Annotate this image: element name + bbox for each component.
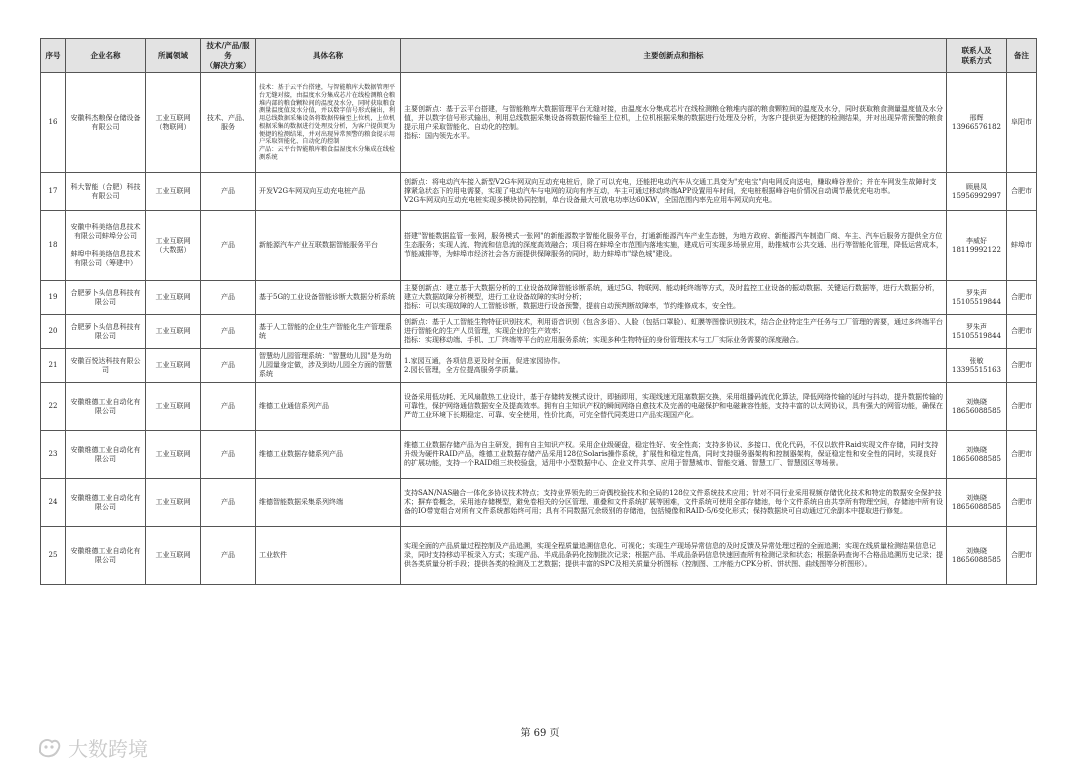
- table-body: [41, 73, 1037, 585]
- cell-field: 工业互联网: [146, 173, 201, 211]
- cell-no: 25: [41, 527, 66, 585]
- cell-specific-name: 新能源汽车产业互联数据智能服务平台: [256, 211, 401, 281]
- cell-type: 产品: [201, 315, 256, 349]
- cell-no: 17: [41, 173, 66, 211]
- table-row: [41, 527, 1037, 585]
- table-row: [41, 315, 1037, 349]
- cell-note: 合肥市: [1007, 315, 1037, 349]
- cell-specific-name: 基于人工智能的企业生产智能化生产管理系统: [256, 315, 401, 349]
- col-header-note: 备注: [1007, 39, 1037, 73]
- cell-specific-name: 技术：基于云平台搭建，与智能粮库大数据管理平台无缝对接，由温度水分集成芯片在线检测粮仓粮堆内部的粮食颗粒间的温度及水分，同时获取粮食测量温度值及水分值，并以数字信号形式输出，利用总线数据采集设备将数据传输至上位机，上位机根据采集的数据进行处理及分析，为客户提供更为便捷的检测结果，并对出现异常预警的粮食提示用户采取智能化、自动化的控制 产品：云平台智能粮库粮食温湿度水分集成在线检测系统: [256, 73, 401, 173]
- col-header-field: 所属领域: [146, 39, 201, 73]
- col-header-no: 序号: [41, 39, 66, 73]
- col-header-contact: 联系人及 联系方式: [947, 39, 1007, 73]
- cell-type: 产品: [201, 173, 256, 211]
- cell-type: 产品: [201, 479, 256, 527]
- cell-specific-name: 维德工业通信系列产品: [256, 383, 401, 431]
- cell-innovation: 创新点：将电动汽车接入新型V2G车网双向互动充电桩后，除了可以充电，还能把电动汽车从交通工具变为"充电宝"向电网反向送电，赚取峰谷差价；并在车网发生故障时支撑紧急状态下的用电需要，实现了电动汽车与电网的双向有序互动，车主可通过移动终端APP设置用车时间，充电桩根据峰谷电价情况自动调节最优充电功率。 V2G车网双向互动充电桩实现多模块协同控制，单台设备最大可放电功率达60KW，全国范围内率先应用车网双向充电。: [401, 173, 947, 211]
- cell-innovation: 维德工业数据存储产品为自主研发，拥有自主知识产权。采用企业级硬盘，稳定性好、安全性高；支持多协议、多接口、优化代码，不仅以软件Raid实现文件存储，同时支持升级为硬件RAID产品，维德工业数据存储产品采用128位Solaris操作系统，扩展性和稳定性高，同时支持服务器架构和控制器架构，保证稳定性和安全性的同时，实现良好的扩展功能，支持一个RAID组三块校验盘，适用中小型数据中心、企业文件共享、应用于智慧城市、智能交通、智慧工厂、智慧园区等场景。: [401, 431, 947, 479]
- cell-innovation: 主要创新点：建立基于大数据分析的工业设备故障智能诊断系统，通过5G、物联网、能动耗终端等方式，及时监控工业设备的振动数据、关键运行数据等，进行大数据分析，建立大数据故障分析模型，进行工业设备故障的实时分析； 指标：可以实现故障的人工智能诊断，数据进行设备预警，提前自动预判断故障率，节约维修成本，安全性。: [401, 281, 947, 315]
- cell-contact: 张敏 13395515163: [947, 349, 1007, 383]
- cell-specific-name: 基于5G的工业设备智能诊断大数据分析系统: [256, 281, 401, 315]
- cell-innovation: 主要创新点：基于云平台搭建，与智能粮库大数据管理平台无缝对接，由温度水分集成芯片在线检测粮仓粮堆内部的粮食颗粒间的温度及水分，同时获取粮食测量温度值及水分值，并以数字信号形式输出，利用总线数据采集设备将数据传输至上位机，上位机根据采集的数据进行处理及分析，为客户提供更为便捷的检测结果，并对出现异常预警的粮食提示用户采取智能化、自动化的控制。 指标：国内领先水平。: [401, 73, 947, 173]
- cell-company: 安徽维德工业自动化有限公司: [66, 383, 146, 431]
- cell-no: 22: [41, 383, 66, 431]
- cell-field: 工业互联网（大数据）: [146, 211, 201, 281]
- cell-company: 安徽维德工业自动化有限公司: [66, 479, 146, 527]
- cell-note: 阜阳市: [1007, 73, 1037, 173]
- cell-note: 合肥市: [1007, 431, 1037, 479]
- cell-field: 工业互联网: [146, 383, 201, 431]
- cell-field: 工业互联网: [146, 479, 201, 527]
- cell-innovation: 设备采用低功耗、无风扇散热工业设计，基于存储转发模式设计，即插即用，实现线速无阻塞数据交换，采用组播码流优化算法，降低网络传输的延时与抖动，提升数据传输的可靠性，保护网络通信数据安全及提高效率。拥有自主知识产权的瞬间网络自愈技术及完善的电磁保护和电磁兼容性能，支持丰富的以太网协议，具有强大的网管功能，确保在严苛工业环境下长期稳定、可靠、安全使用，性价比高，可完全替代同类进口产品实现国产化。: [401, 383, 947, 431]
- cell-field: 工业互联网: [146, 315, 201, 349]
- cell-contact: 刘焕晓 18656088585: [947, 431, 1007, 479]
- cell-type: 产品: [201, 383, 256, 431]
- cell-innovation: 实现全面的产品质量过程控制及产品追溯，实现全程质量追溯信息化、可视化；实现生产现场异常信息的及时反馈及异常处理过程的全面追溯；实现在线质量检测结果信息记录，同时支持移动平板录入方式；实现产品、半成品条码化按制批次记录；根据产品、半成品条码信息快速回查所有检测记录和状态；根据条码查询不合格品追溯历史记录；提供各类质量分析手段；提供各类的检测及工艺数据；提供丰富的SPC及相关质量分析图标（控制图、工序能力CPK分析、饼状图、曲线图等分析图形）。: [401, 527, 947, 585]
- cell-contact: 刘焕晓 18656088585: [947, 527, 1007, 585]
- cell-specific-name: 维德智能数据采集系列终端: [256, 479, 401, 527]
- cell-note: 蚌埠市: [1007, 211, 1037, 281]
- table-row: [41, 383, 1037, 431]
- cell-type: 产品: [201, 281, 256, 315]
- cell-contact: 刘焕晓 18656088585: [947, 479, 1007, 527]
- cell-type: 产品: [201, 349, 256, 383]
- watermark: [36, 733, 148, 762]
- col-header-innovation: 主要创新点和指标: [401, 39, 947, 73]
- cell-specific-name: 智慧幼儿园管理系统："智慧幼儿园"是为幼儿园量身定做，涉及到幼儿园全方面的智慧系统: [256, 349, 401, 383]
- cell-no: 19: [41, 281, 66, 315]
- col-header-type: 技术/产品/服务 （解决方案）: [201, 39, 256, 73]
- cell-no: 16: [41, 73, 66, 173]
- table-header-row: [41, 39, 1037, 73]
- enterprise-table: [40, 38, 1037, 585]
- watermark-text: 大数跨境: [68, 737, 148, 761]
- table-row: [41, 73, 1037, 173]
- cell-specific-name: 工业软件: [256, 527, 401, 585]
- cell-company: 安徽中科美络信息技术有限公司蚌埠分公司 蚌埠中科美络信息技术有限公司（筹建中）: [66, 211, 146, 281]
- table-row: [41, 431, 1037, 479]
- cell-company: 科大智能（合肥）科技有限公司: [66, 173, 146, 211]
- table-row: [41, 479, 1037, 527]
- col-header-company: 企业名称: [66, 39, 146, 73]
- cell-field: 工业互联网: [146, 527, 201, 585]
- cell-innovation: 1.家园互通，各项信息更及时全面，促进家园协作。 2.园长管理，全方位提高服务学质量。: [401, 349, 947, 383]
- table-row: [41, 211, 1037, 281]
- cell-field: 工业互联网: [146, 349, 201, 383]
- cell-note: 合肥市: [1007, 173, 1037, 211]
- cell-type: 产品: [201, 211, 256, 281]
- cell-innovation: 支持SAN/NAS融合一体化多协议技术特点；支持业界领先的三奇偶校验技术和全局的128位文件系统技术应用；针对不同行业采用视频存储优化技术和特定的数据安全保护技术；摒弃卷概念，采用池存储模型，避免卷相关的分区管理、重叠和文件系统扩展等困难，文件系统可使用全部存储池，每个文件系统自由共享所有物理空间，存储池中所有设备的IO带宽组合对所有文件系统都始终可用；具有不同数据冗余级别的存储池，包括镜像和RAID-5/6变化形式；保持数据块可自动通过冗余副本中提取进行修复。: [401, 479, 947, 527]
- cell-type: 产品: [201, 527, 256, 585]
- cell-contact: 邢辉 13966576182: [947, 73, 1007, 173]
- cell-contact: 顾晨凤 15956992997: [947, 173, 1007, 211]
- cell-specific-name: 开发V2G车网双向互动充电桩产品: [256, 173, 401, 211]
- cell-note: 合肥市: [1007, 349, 1037, 383]
- cell-company: 合肥萝卜头信息科技有限公司: [66, 315, 146, 349]
- cell-note: 合肥市: [1007, 479, 1037, 527]
- cell-no: 24: [41, 479, 66, 527]
- cell-company: 安徽维德工业自动化有限公司: [66, 527, 146, 585]
- col-header-name: 具体名称: [256, 39, 401, 73]
- cell-note: 合肥市: [1007, 527, 1037, 585]
- cell-contact: 李威好 18119992122: [947, 211, 1007, 281]
- cell-innovation: 创新点：基于人工智能生物特征识别技术，利用语音识别（包含多语）、人脸（包括口罩脸）、虹膜等图像识别技术，结合企业特定生产任务与工厂管理的需要，通过多终端平台进行智能化的生产人员管理，实现企业的生产效率； 指标：实现移动端、手机、工厂终端等平台的应用服务系统；实现多种生物特征的身份管理技术与工厂实际业务需要的深度融合。: [401, 315, 947, 349]
- cell-type: 技术、产品、服务: [201, 73, 256, 173]
- cell-no: 23: [41, 431, 66, 479]
- cell-company: 合肥萝卜头信息科技有限公司: [66, 281, 146, 315]
- cell-specific-name: 维德工业数据存储系列产品: [256, 431, 401, 479]
- cell-company: 安徽维德工业自动化有限公司: [66, 431, 146, 479]
- table-row: [41, 281, 1037, 315]
- cell-field: 工业互联网: [146, 281, 201, 315]
- cell-type: 产品: [201, 431, 256, 479]
- cell-note: 合肥市: [1007, 383, 1037, 431]
- cell-company: 安徽百悦达科技有限公司: [66, 349, 146, 383]
- cell-note: 合肥市: [1007, 281, 1037, 315]
- cell-company: 安徽科杰粮保仓储设备有限公司: [66, 73, 146, 173]
- cell-no: 18: [41, 211, 66, 281]
- cell-field: 工业互联网（物联网）: [146, 73, 201, 173]
- cell-innovation: 搭建"智能数据监管一张网，服务模式一张网"的新能源数字智能化服务平台，打通新能源汽车产业生态链，为地方政府、新能源汽车制造厂商、车主、汽车后服务方提供全方位生态服务；实现人流、物流和信息流的深度高效融合；项目将在蚌埠全市范围内落地实施，建成后可实现多场景应用，助推城市公共交通、出行等智能化管理，降低运营成本，节能减排等，为蚌埠市经济社会各方面提供保障服务的同时，助力蚌埠市"绿色城"建设。: [401, 211, 947, 281]
- table-row: [41, 173, 1037, 211]
- cell-contact: 罗朱声 15105519844: [947, 315, 1007, 349]
- watermark-logo-icon: [36, 736, 62, 760]
- cell-no: 20: [41, 315, 66, 349]
- table-row: [41, 349, 1037, 383]
- page-number: 第 69 页: [520, 728, 560, 739]
- cell-field: 工业互联网: [146, 431, 201, 479]
- cell-contact: 刘焕晓 18656088585: [947, 383, 1007, 431]
- cell-no: 21: [41, 349, 66, 383]
- cell-contact: 罗朱声 15105519844: [947, 281, 1007, 315]
